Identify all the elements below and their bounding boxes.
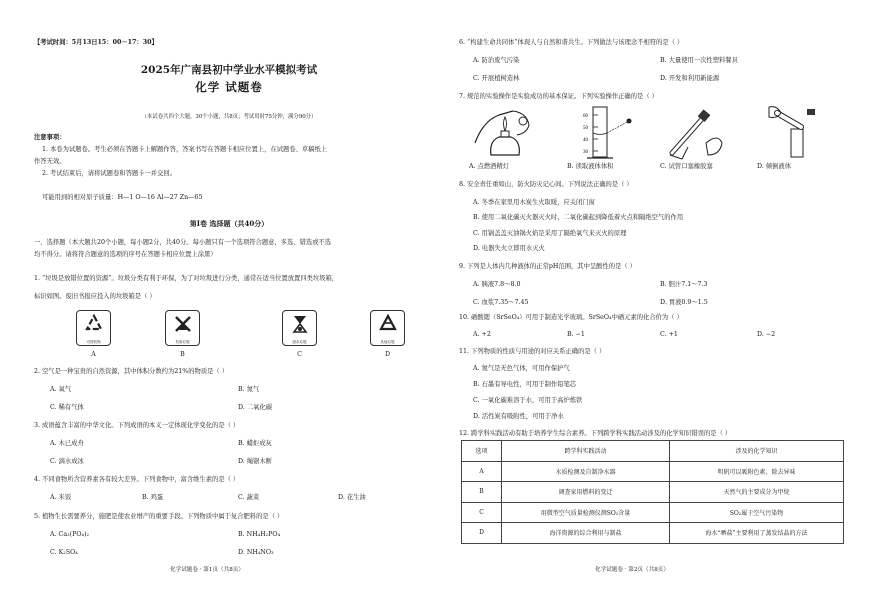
q3-option-b: B. 蜡炬成灰	[238, 440, 272, 447]
question-5: 5. 植物生长需要养分，施肥是使农业增产的重要手段。下列物质中属于复合肥料的是（ ）	[34, 513, 284, 520]
table-cell: SO₂属于空气污染物	[670, 502, 844, 523]
q2-option-c: C. 稀有气体	[50, 404, 84, 411]
table-header: 跨学科实践活动	[502, 441, 670, 462]
bin-hazardous: 有害垃圾	[165, 310, 200, 346]
q4-option-c: C. 蔬菜	[238, 494, 260, 501]
question-1: 1. “垃圾是放错位置的资源”。垃圾分类有利于环保，为了对垃圾进行分类，通常在适当位置放置四类垃圾箱，	[34, 275, 339, 282]
q8-option-b: B. 使用二氧化碳灭火器灭火时，二氧化碳起到降低着火点和隔绝空气的作用	[473, 214, 684, 221]
q12-table	[461, 440, 844, 544]
table-row	[462, 502, 844, 523]
table-header: 涉及的化学知识	[670, 441, 844, 462]
question-2: 2. 空气是一种宝贵的自然资源，其中体积分数约为21%的物质是（ ）	[34, 368, 229, 375]
svg-text:60: 60	[583, 114, 588, 119]
page-1	[30, 0, 428, 597]
table-cell: A	[462, 461, 502, 482]
q5-option-d: D. NH₄NO₃	[238, 549, 274, 556]
section-1-instructions: 一、选择题（本大题共20个小题，每小题2分，共40分。每小题只有一个选项符合题意，多选、错选或不选	[34, 239, 332, 246]
exam-title: 2025年广南县初中学业水平模拟考试	[140, 64, 318, 76]
q5-option-c: C. K₂SO₄	[50, 549, 78, 556]
q4-option-b: B. 鸡蛋	[142, 494, 164, 501]
q3-option-d: D. 绳锯木断	[238, 458, 273, 465]
question-12: 12. 跨学科实践活动有助于培养学生综合素养。下列跨学科实践活动涉及的化学知识错误的是（ ）	[459, 430, 732, 437]
page-2	[455, 0, 847, 597]
q2-option-d: D. 二氧化碳	[238, 404, 273, 411]
q7-option-d: D. 倾倒液体	[757, 163, 792, 170]
question-7: 7. 规范的实验操作是实验成功的基本保证。下列实验操作正确的是（ ）	[459, 93, 658, 100]
q2-option-a: A. 氧气	[50, 386, 72, 393]
q7-option-a: A. 点燃酒精灯	[469, 163, 510, 170]
question-4: 4. 不同食物所含营养素各有较大差异。下列食物中，富含维生素的是（ ）	[34, 476, 240, 483]
table-row	[462, 482, 844, 503]
q10-option-a: A. +2	[473, 331, 491, 338]
q2-option-b: B. 氮气	[238, 386, 260, 393]
q5-option-b: B. NH₄H₂PO₄	[238, 531, 281, 538]
table-cell: 水质检测及自制净水器	[502, 461, 670, 482]
question-10: 10. 硒酸锶（SrSeO₄）可用于制造光学玻璃。SrSeO₄中硒元素的化合价为（ ）	[459, 314, 683, 321]
q7-option-b: B. 读取液体体积	[567, 163, 614, 170]
other-waste-icon	[377, 314, 399, 334]
part-title: 第Ⅰ卷 选择题（共40分）	[189, 219, 269, 228]
table-row	[462, 523, 844, 544]
page-2-footer: 化学试题卷 · 第2页（共8页）	[595, 567, 669, 573]
svg-text:50: 50	[583, 126, 588, 131]
table-cell: 天然气的主要成分为甲烷	[670, 482, 844, 503]
q8-option-a: A. 冬季在家里用木炭生火取暖，应关闭门窗	[473, 199, 595, 206]
q11-option-a: A. 氮气是无色气体，可用作保护气	[473, 365, 570, 372]
question-9: 9. 下列是人体内几种液体的正常pH范围，其中呈酸性的是（ ）	[459, 263, 636, 270]
question-1-cont: 标识如图。废旧书报应投入的垃圾箱是（ ）	[34, 293, 156, 300]
table-cell: 明矾可以吸附色素、除去异味	[670, 461, 844, 482]
svg-text:40: 40	[583, 138, 588, 143]
q8-option-d: D. 电器失火立即用水灭火	[473, 245, 545, 252]
q5-option-a: A. Ca₃(PO₄)₂	[50, 531, 90, 538]
recycle-bins-figure	[70, 310, 410, 370]
exam-time: 【考试时间：5月13日15：00－17：30】	[34, 39, 158, 46]
page-1-footer: 化学试题卷 · 第1页（共8页）	[170, 567, 244, 573]
bin-recyclable: 可回收物	[76, 310, 111, 346]
question-3: 3. 成语蕴含丰富的中华文化。下列成语的本义一定体现化学变化的是（ ）	[34, 422, 240, 429]
q9-option-d: D. 胃液0.9～1.5	[660, 299, 708, 306]
table-cell: C	[462, 502, 502, 523]
section-1-instructions-cont: 均不得分。请将符合题意的选项的序号在答题卡相应位置上涂黑）	[34, 251, 217, 258]
q9-option-b: B. 胆汁7.1～7.3	[660, 281, 708, 288]
q6-option-d: D. 开发和利用新能源	[660, 75, 720, 82]
table-header: 选项	[462, 441, 502, 462]
hazardous-icon	[172, 314, 194, 334]
question-6: 6. “构建生命共同体”体现人与自然和谐共生。下列做法与该理念不相符的是（ ）	[459, 39, 684, 46]
q6-option-b: B. 大量使用一次性塑料餐具	[660, 57, 738, 64]
pouring-liquid-figure	[757, 103, 827, 161]
table-cell: 用微型空气质量检测仪测SO₂含量	[502, 502, 670, 523]
q3-option-c: C. 滴水成冰	[50, 458, 84, 465]
table-cell: B	[462, 482, 502, 503]
question-11: 11. 下列物质的性质与用途的对应关系正确的是（ ）	[459, 348, 606, 355]
q10-option-c: C. +1	[660, 331, 678, 338]
q7-option-c: C. 试管口塞橡胶塞	[660, 163, 713, 170]
q3-option-a: A. 木已成舟	[50, 440, 84, 447]
q8-option-c: C. 用锅盖盖灭油锅火焰是采用了隔绝氧气来灭火的原理	[473, 230, 627, 237]
alcohol-lamp-figure	[469, 103, 539, 161]
notice-heading: 注意事项：	[34, 134, 66, 141]
bin-label-b: B	[180, 351, 185, 358]
measuring-cylinder-figure	[569, 103, 639, 161]
bin-label-d: D	[384, 351, 391, 358]
q11-option-b: B. 石墨有导电性，可用于制作铅笔芯	[473, 381, 577, 388]
bin-label-a: A	[91, 351, 96, 358]
recycle-icon	[83, 314, 105, 334]
table-row	[462, 461, 844, 482]
notice-1: 1. 本卷为试题卷。考生必须在答题卡上解题作答，答案书写在答题卡相应位置上，在试题卷、草稿纸上	[42, 146, 328, 153]
q9-option-a: A. 胰液7.8～8.0	[473, 281, 521, 288]
svg-text:30: 30	[583, 150, 588, 155]
table-cell: 海水“晒盐”主要利用了蒸发结晶的方法	[670, 523, 844, 544]
bin-other: 其他垃圾	[370, 310, 405, 346]
q10-option-b: B. −1	[567, 331, 585, 338]
table-cell: D	[462, 523, 502, 544]
q6-option-a: A. 防治废气污染	[473, 57, 520, 64]
q9-option-c: C. 血浆7.35～7.45	[473, 299, 529, 306]
notice-1-cont: 作答无效。	[34, 158, 66, 165]
test-tube-stopper-figure	[662, 103, 732, 161]
bin-label-c: C	[297, 351, 302, 358]
question-8: 8. 安全责任重如山，防火防灾记心间。下列说法正确的是（ ）	[459, 181, 633, 188]
bin-kitchen: 厨余垃圾	[282, 310, 317, 346]
table-header-row	[462, 441, 844, 462]
atomic-mass: 可能用到的相对原子质量：H—1 O—16 Al—27 Zn—65	[42, 194, 203, 201]
q6-option-c: C. 开展植树造林	[473, 75, 520, 82]
q11-option-d: D. 活性炭有吸附性，可用于净水	[473, 413, 564, 420]
q10-option-d: D. −2	[757, 331, 776, 338]
q11-option-c: C. 一氧化碳难溶于水，可用于高炉炼铁	[473, 397, 583, 404]
notice-2: 2. 考试结束后，请将试题卷和答题卡一并交回。	[42, 170, 176, 177]
table-cell: 海洋资源的综合利用与制盐	[502, 523, 670, 544]
exam-subtitle: 化学 试题卷	[195, 80, 263, 94]
exam-intro: （本试卷共四个大题，30个小题，共8页；考试用时75分钟，满分90分）	[141, 114, 317, 120]
kitchen-waste-icon	[289, 314, 311, 334]
q4-option-d: D. 花生油	[338, 494, 366, 501]
q4-option-a: A. 米饭	[50, 494, 72, 501]
table-cell: 调查家用燃料的变迁	[502, 482, 670, 503]
